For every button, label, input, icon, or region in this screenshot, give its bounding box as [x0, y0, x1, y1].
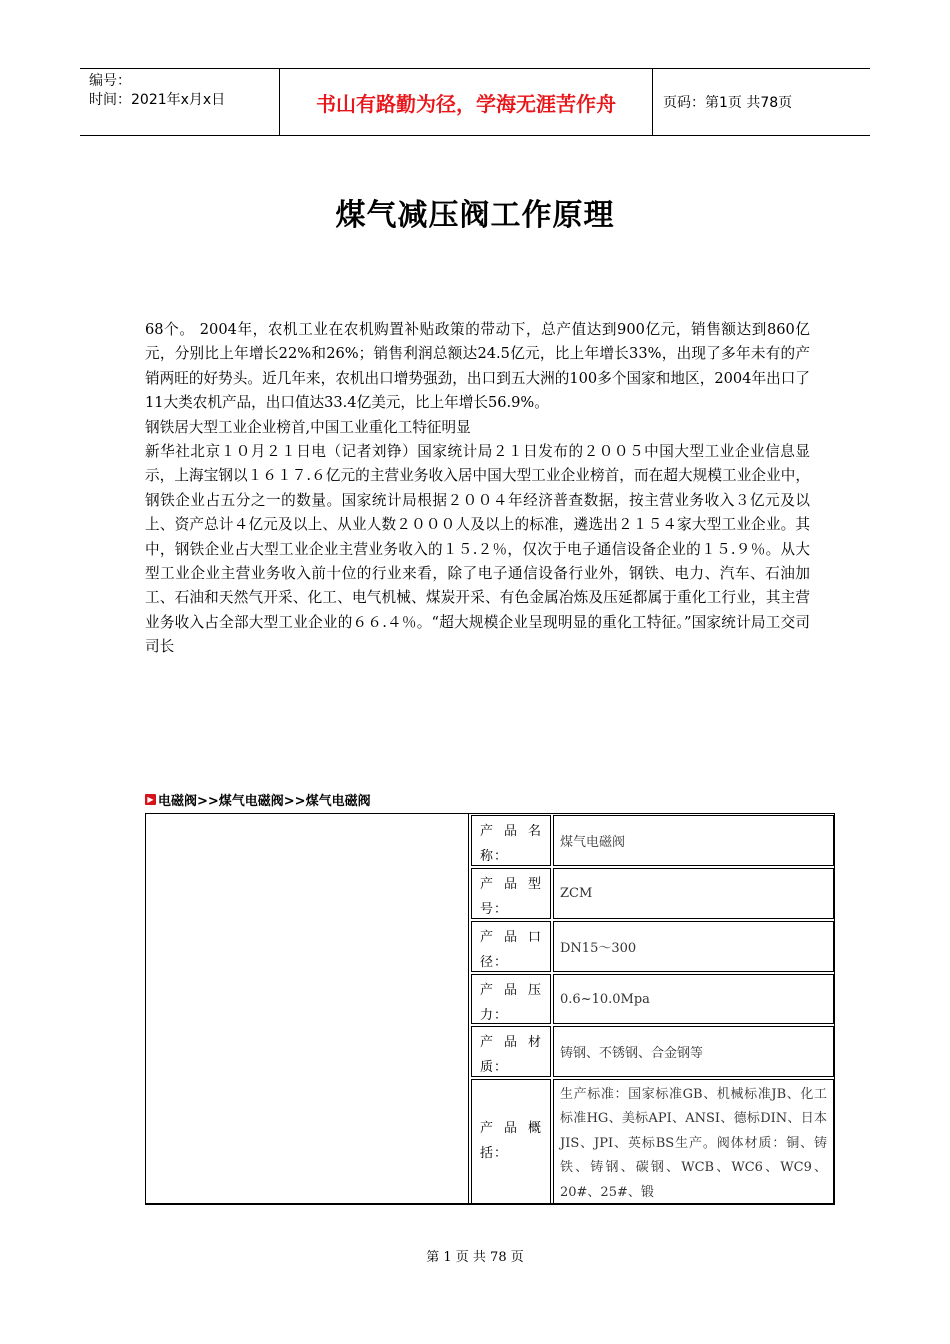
- product-material-label: 产品材质：: [471, 1026, 551, 1077]
- product-material-row: [471, 1026, 834, 1077]
- arrow-icon: ▶: [145, 794, 156, 805]
- product-table: [145, 813, 835, 1205]
- header-motto: 书山有路勤为径，学海无涯苦作舟: [280, 69, 653, 135]
- product-model-row: [471, 868, 834, 919]
- serial-label: 编号：: [89, 73, 131, 89]
- product-pressure-row: [471, 974, 834, 1024]
- product-name-row: [471, 815, 834, 866]
- product-pressure-value: 0.6~10.0Mpa: [553, 974, 834, 1024]
- header-meta-cell: [80, 69, 280, 135]
- header-table: [80, 68, 870, 136]
- product-material-value: 铸钢、不锈钢、合金钢等: [553, 1026, 834, 1077]
- product-model-value: ZCM: [553, 868, 834, 919]
- product-summary-value: 生产标准：国家标准GB、机械标准JB、化工标准HG、美标API、ANSI、德标DIN、日本JIS、JPI、英标BS生产。阀体材质：铜、铸铁、铸钢、碳钢、WCB、WC6、WC9、20#、25#、锻: [553, 1079, 834, 1204]
- product-summary-label: 产品概括：: [471, 1079, 551, 1204]
- paragraph-2: 钢铁居大型工业企业榜首,中国工业重化工特征明显: [145, 418, 471, 436]
- paragraph-3: 新华社北京１０月２１日电（记者刘铮）国家统计局２１日发布的２００５中国大型工业企业信息显示，上海宝钢以１６１７.６亿元的主营业务收入居中国大型工业企业榜首，而在超大规模工业企业中，钢铁企业占五分之一的数量。国家统计局根据２００４年经济普查数据，按主营业务收入３亿元及以上、资产总计４亿元及以上、从业人数２０００人及以上的标准，遴选出２１５４家大型工业企业。其中，钢铁企业占大型工业企业主营业务收入的１５.２％，仅次于电子通信设备企业的１５.９％。从大型工业企业主营业务收入前十位的行业来看，除了电子通信设备行业外，钢铁、电力、汽车、石油加工、石油和天然气开采、化工、电气机械、煤炭开采、有色金属冶炼及压延都属于重化工行业，其主营业务收入占全部大型工业企业的６６.４％。“超大规模企业呈现明显的重化工特征。”国家统计局工交司司长: [145, 443, 810, 656]
- product-model-label: 产品型号：: [471, 868, 551, 919]
- product-caliber-row: [471, 921, 834, 972]
- product-pressure-label: 产品压力：: [471, 974, 551, 1024]
- page-title: 煤气减压阀工作原理: [335, 198, 615, 233]
- product-name-label: 产品名称：: [471, 815, 551, 866]
- table-bottom-rule: [145, 1203, 835, 1204]
- product-summary-row: [471, 1079, 834, 1204]
- header-page-info: 页码：第1页 共78页: [663, 95, 793, 111]
- product-caliber-value: DN15～300: [553, 921, 834, 972]
- paragraph-1: 68个。 2004年，农机工业在农机购置补贴政策的带动下，总产值达到900亿元，销售额达到860亿元，分别比上年增长22%和26%；销售利润总额达24.5亿元，比上年增长33%，出现了多年未有的产销两旺的好势头。近几年来，农机出口增势强劲，出口到五大洲的100多个国家和地区，2004年出口了11大类农机产品，出口值达33.4亿美元，比上年增长56.9%。: [145, 321, 810, 412]
- product-name-value: 煤气电磁阀: [553, 815, 834, 866]
- page-footer: 第 1 页 共 78 页: [426, 1250, 524, 1265]
- product-caliber-label: 产品口径：: [471, 921, 551, 972]
- body-text: [145, 318, 810, 660]
- product-image-cell: [146, 814, 469, 1204]
- breadcrumb: [145, 790, 371, 809]
- breadcrumb-text[interactable]: 电磁阀>>煤气电磁阀>>煤气电磁阀: [158, 794, 371, 809]
- time-label: 时间：2021年x月x日: [89, 92, 226, 108]
